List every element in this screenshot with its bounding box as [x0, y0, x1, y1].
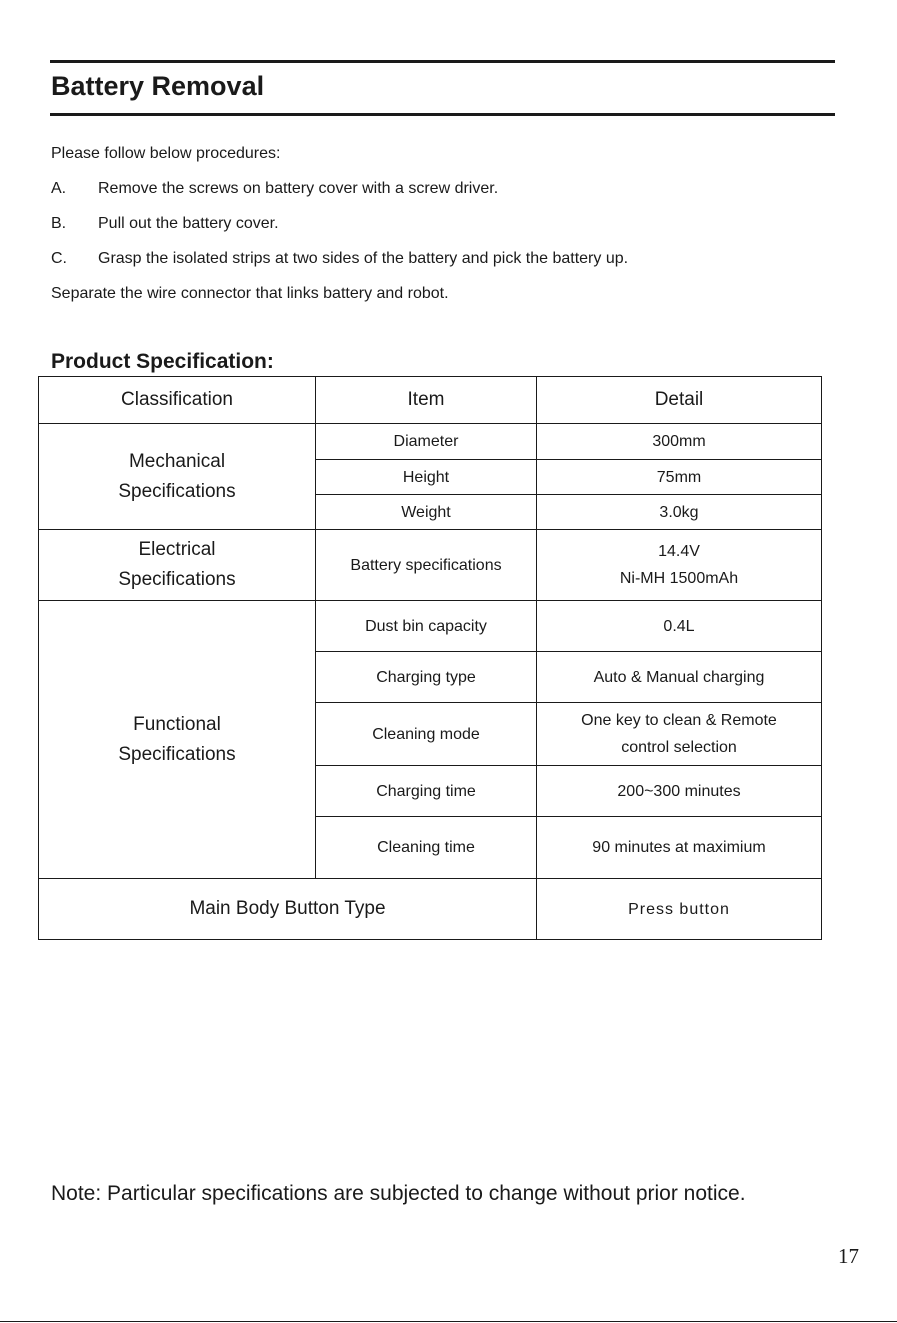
header-classification: Classification — [39, 377, 316, 424]
table-row — [39, 530, 822, 601]
item-cell: Height — [316, 460, 537, 495]
classification-electrical — [39, 530, 316, 601]
detail-cell: 75mm — [537, 460, 822, 495]
header-item: Item — [316, 377, 537, 424]
item-cell: Charging time — [316, 766, 537, 817]
spec-table — [38, 376, 822, 940]
item-cell: Cleaning mode — [316, 703, 537, 766]
item-cell: Diameter — [316, 424, 537, 460]
classification-mechanical — [39, 424, 316, 530]
classification-line: Specifications — [118, 480, 236, 502]
table-row — [39, 424, 822, 460]
detail-cell: Auto & Manual charging — [537, 652, 822, 703]
separate-instruction: Separate the wire connector that links battery and robot. — [51, 285, 449, 302]
step-letter: A. — [51, 180, 67, 197]
step-text: Remove the screws on battery cover with a screw driver. — [98, 180, 499, 197]
detail-cell: 0.4L — [537, 601, 822, 652]
item-cell: Cleaning time — [316, 817, 537, 879]
step-text: Grasp the isolated strips at two sides of the battery and pick the battery up. — [98, 250, 629, 267]
item-cell: Weight — [316, 495, 537, 530]
title-underline — [50, 113, 835, 116]
step-letter: C. — [51, 250, 67, 267]
detail-line: 14.4V — [658, 543, 700, 560]
header-detail: Detail — [537, 377, 822, 424]
bottom-rule — [0, 1321, 897, 1322]
table-row — [39, 601, 822, 652]
classification-line: Electrical — [138, 539, 216, 560]
step-a — [51, 180, 498, 198]
top-rule — [50, 60, 835, 63]
classification-line: Functional — [133, 713, 221, 735]
detail-cell: 300mm — [537, 424, 822, 460]
item-cell: Charging type — [316, 652, 537, 703]
detail-cell: 200~300 minutes — [537, 766, 822, 817]
classification-line: Mechanical — [128, 450, 226, 472]
classification-line: Specifications — [118, 743, 236, 765]
page-number: 17 — [838, 1244, 859, 1268]
intro-text: Please follow below procedures: — [51, 145, 281, 162]
detail-line: Ni-MH 1500mAh — [619, 570, 739, 587]
step-b — [51, 215, 279, 233]
detail-cell: 3.0kg — [537, 495, 822, 530]
detail-line: One key to clean & Remote — [581, 712, 777, 729]
step-c — [51, 250, 628, 268]
step-letter: B. — [51, 215, 67, 232]
step-text: Pull out the battery cover. — [98, 215, 279, 232]
spec-heading: Product Specification: — [51, 350, 274, 373]
classification-functional — [39, 601, 316, 879]
detail-line: control selection — [621, 739, 737, 756]
note-text: Note: Particular specifications are subjected to change without prior notice. — [51, 1182, 746, 1205]
detail-cell — [537, 530, 822, 601]
classification-line: Specifications — [118, 569, 236, 590]
table-header-row — [39, 377, 822, 424]
item-cell: Dust bin capacity — [316, 601, 537, 652]
detail-cell: 90 minutes at maximium — [537, 817, 822, 879]
button-type-label: Main Body Button Type — [39, 879, 537, 940]
table-row — [39, 879, 822, 940]
detail-cell: Press button — [537, 879, 822, 940]
detail-cell — [537, 703, 822, 766]
item-cell: Battery specifications — [316, 530, 537, 601]
section-title: Battery Removal — [51, 71, 265, 101]
